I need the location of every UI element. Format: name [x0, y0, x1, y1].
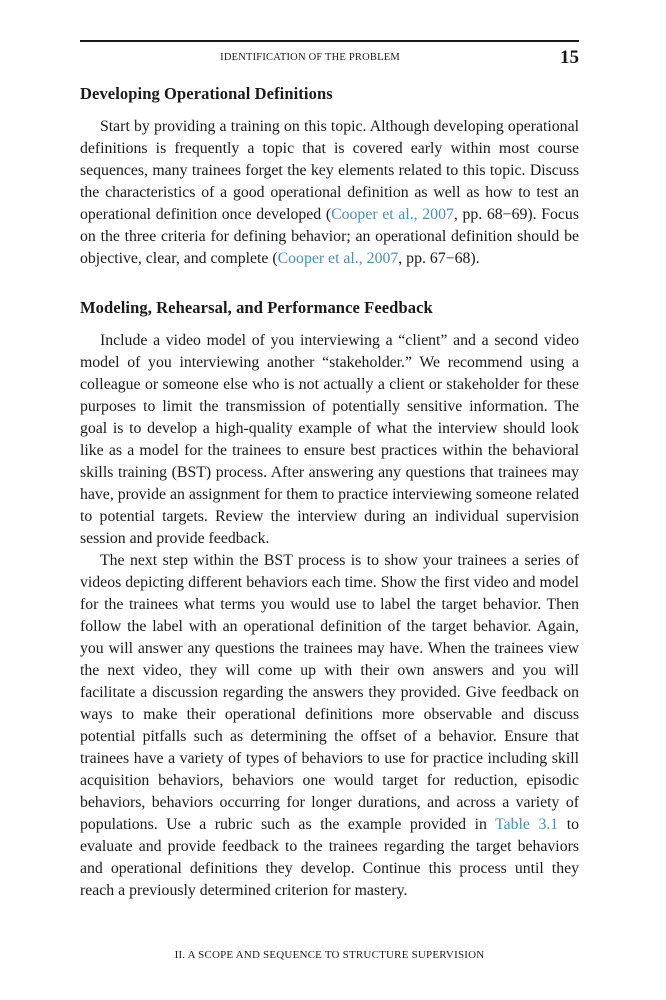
text-run: to evaluate and provide feedback to the trainees regarding the target behaviors and operational definitions they develop. Continue this process until they reach a previously determined criterion for mastery.	[80, 816, 579, 899]
section-heading: Modeling, Rehearsal, and Performance Feedback	[80, 298, 433, 317]
citation-link[interactable]	[278, 250, 399, 267]
citation-link[interactable]	[331, 206, 454, 223]
text-run: The next step within the BST process is to show your trainees a series of videos depicting different behaviors each time. Show the first video and model for the trainees what terms you would use to label the target behavior. Then follow the label with an operational definition of the target behavior. Again, you will answer any questions the trainees may have. When the trainees view the next video, they will come up with their own answers and you will facilitate a discussion regarding the answers they provided. Give feedback on ways to make their operational definitions more observable and discuss potential pitfalls such as determining the offset of a behavior. Ensure that trainees have a variety of types of behaviors to use for practice including skill acquisition behaviors, behaviors one would target for reduction, episodic behaviors, behaviors occurring for longer durations, and across a variety of populations. Use a rubric such as the example provided in	[80, 552, 579, 833]
page-number: 15	[560, 47, 579, 68]
citation-year: 2007	[366, 250, 399, 267]
paragraph: Include a video model of you interviewing a “client” and a second video model of you interviewing another “stakeholder.” We recommend using a colleague or someone else who is not actually a client or stakeholder for these purposes to limit the transmission of potentially sensitive information. The goal is to develop a high-quality example of what the interview should look like as a model for the trainees to ensure best practices within the behavioral skills training (BST) process. After answering any questions that trainees may have, provide an assignment for them to practice interviewing someone related to potential targets. Review the interview during an individual supervision session and provide feedback.	[80, 332, 579, 547]
citation-author: Cooper et al.,	[277, 250, 367, 267]
text-run: , pp. 67−68).	[398, 250, 480, 267]
running-footer: II. A SCOPE AND SEQUENCE TO STRUCTURE SUPERVISION	[174, 949, 485, 961]
paragraph	[80, 116, 579, 270]
citation-author: Cooper et al.,	[331, 206, 423, 223]
paragraph	[80, 550, 579, 902]
text-run: , pp. 68−69). Focus on the three criteria for defining behavior; an operational definition should be objective, clear, and complete (	[80, 206, 579, 267]
running-title: IDENTIFICATION OF THE PROBLEM	[220, 52, 400, 63]
citation-year: 2007	[422, 206, 454, 223]
table-link[interactable]: Table 3.1	[495, 816, 559, 833]
section-modeling-rehearsal	[80, 296, 579, 902]
text-run: Start by providing a training on this topic. Although developing operational definitions is frequently a topic that is covered early within most course sequences, many trainees forget the key elements related to this topic. Discuss the characteristics of a good operational definition as well as how to test an operational definition once developed (	[80, 118, 579, 223]
section-heading: Developing Operational Definitions	[80, 84, 333, 103]
running-head	[80, 47, 579, 69]
header-rule	[80, 40, 579, 42]
section-operational-definitions	[80, 82, 579, 270]
